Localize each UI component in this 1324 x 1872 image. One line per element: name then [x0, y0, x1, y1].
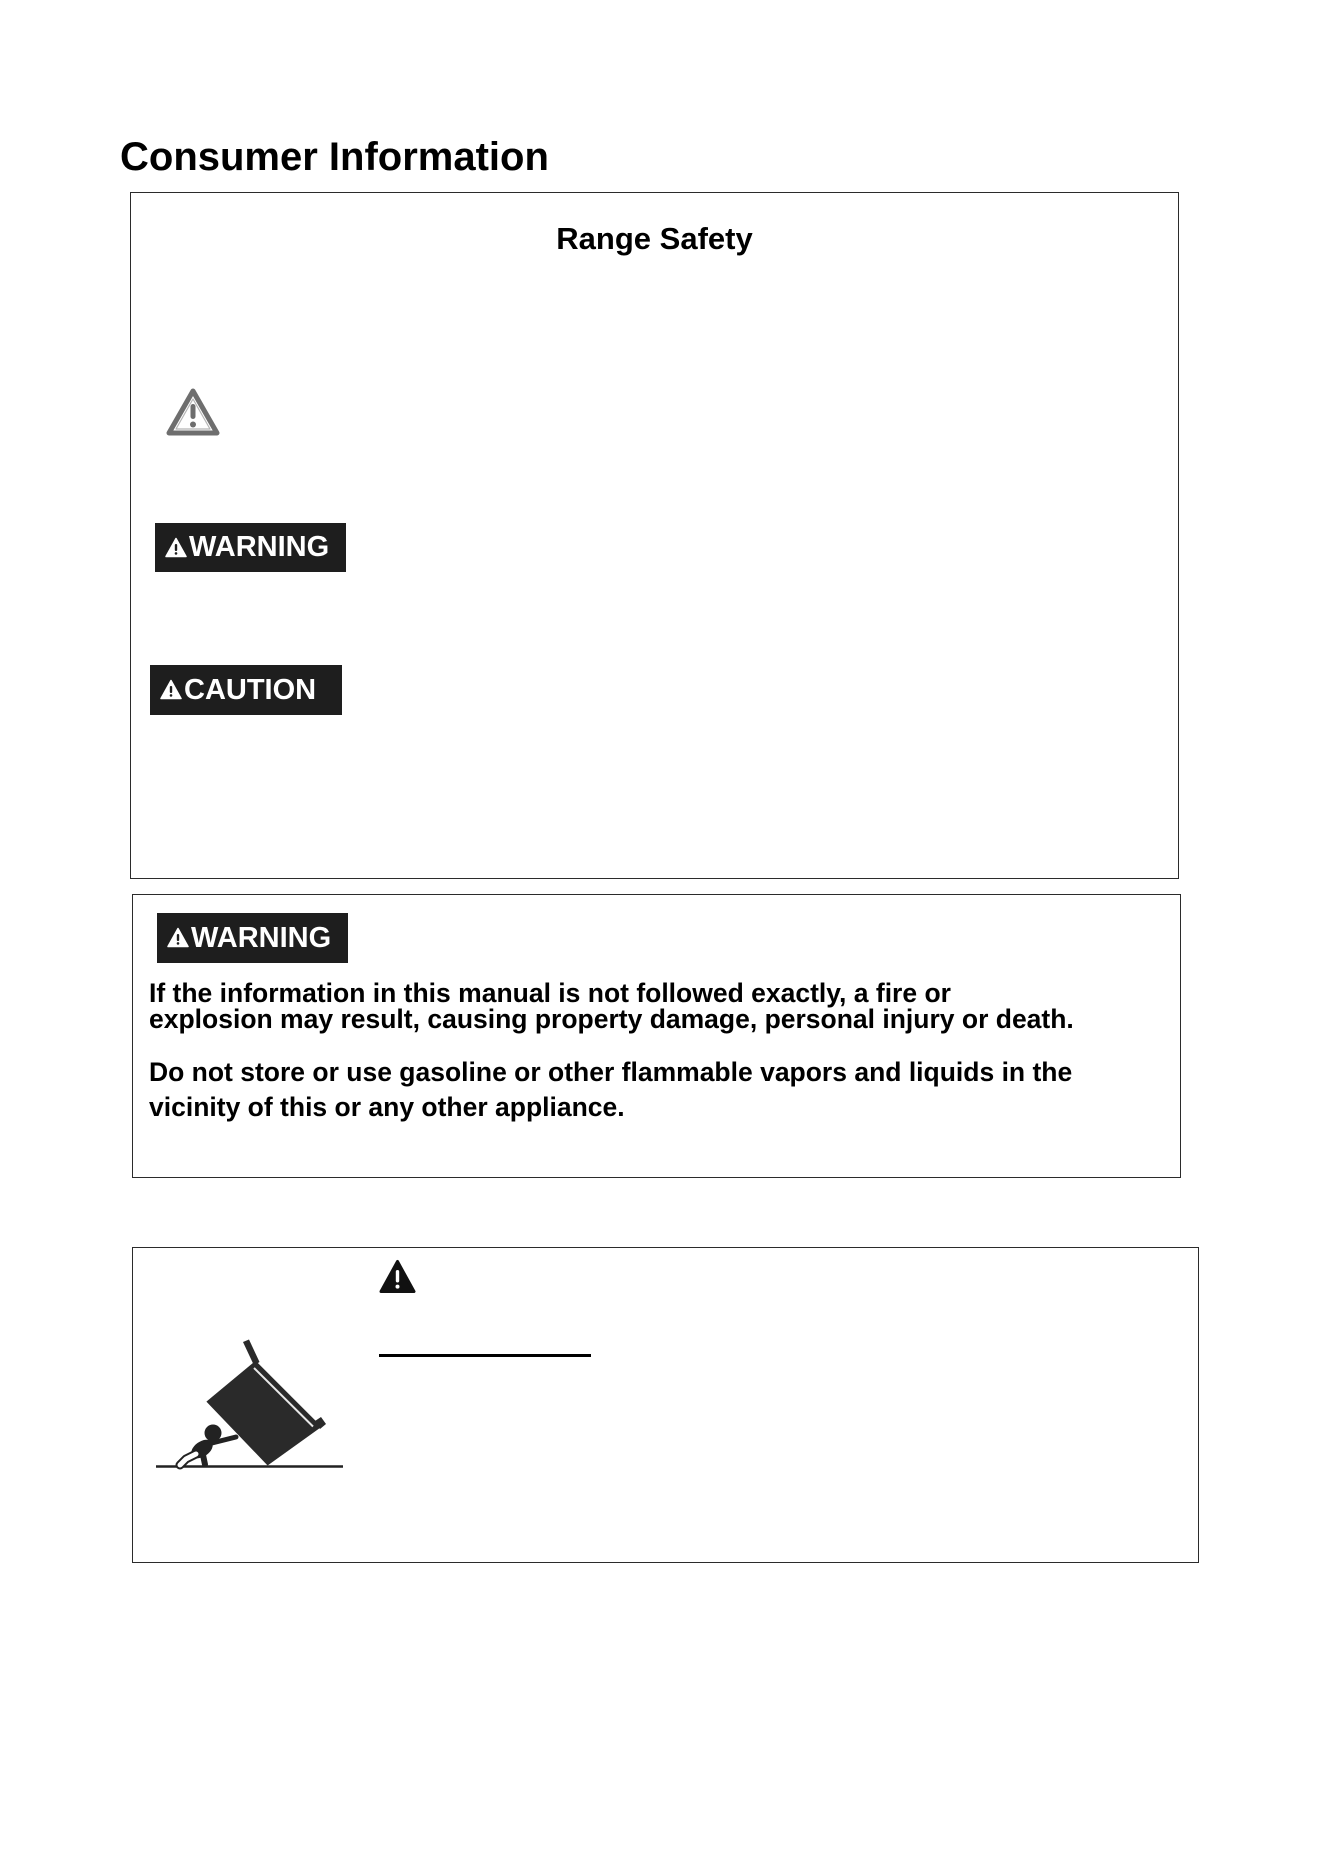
warning-badge [155, 523, 346, 572]
caution-badge-label: CAUTION [184, 673, 317, 706]
warning-triangle-icon [160, 679, 182, 700]
warning-paragraph [149, 980, 1074, 1032]
warning-triangle-icon [167, 927, 189, 948]
child-figure [180, 1425, 236, 1466]
warning-badge [157, 913, 348, 963]
page-title: Consumer Information [120, 135, 549, 179]
range-safety-title: Range Safety [556, 221, 753, 256]
heading-underline [379, 1354, 591, 1357]
warning-line: vicinity of this or any other appliance. [149, 1092, 625, 1122]
fire-warning-box [132, 894, 1181, 1178]
warning-badge-label: WARNING [189, 531, 330, 563]
warning-badge-label: WARNING [191, 921, 332, 954]
warning-line: If the information in this manual is not followed exactly, a fire or [149, 978, 951, 1008]
warning-triangle-icon [379, 1259, 416, 1294]
caution-badge [150, 665, 342, 715]
warning-triangle-icon [165, 537, 187, 558]
range-tip-over-icon [156, 1338, 344, 1471]
warning-triangle-outline-icon [166, 387, 220, 437]
warning-line: Do not store or use gasoline or other flammable vapors and liquids in the [149, 1057, 1073, 1087]
warning-line: explosion may result, causing property damage, personal injury or death. [149, 1004, 1074, 1034]
range-body [206, 1340, 326, 1466]
range-safety-box [130, 192, 1179, 879]
tip-over-box [132, 1247, 1199, 1563]
warning-paragraph [149, 1055, 1072, 1125]
